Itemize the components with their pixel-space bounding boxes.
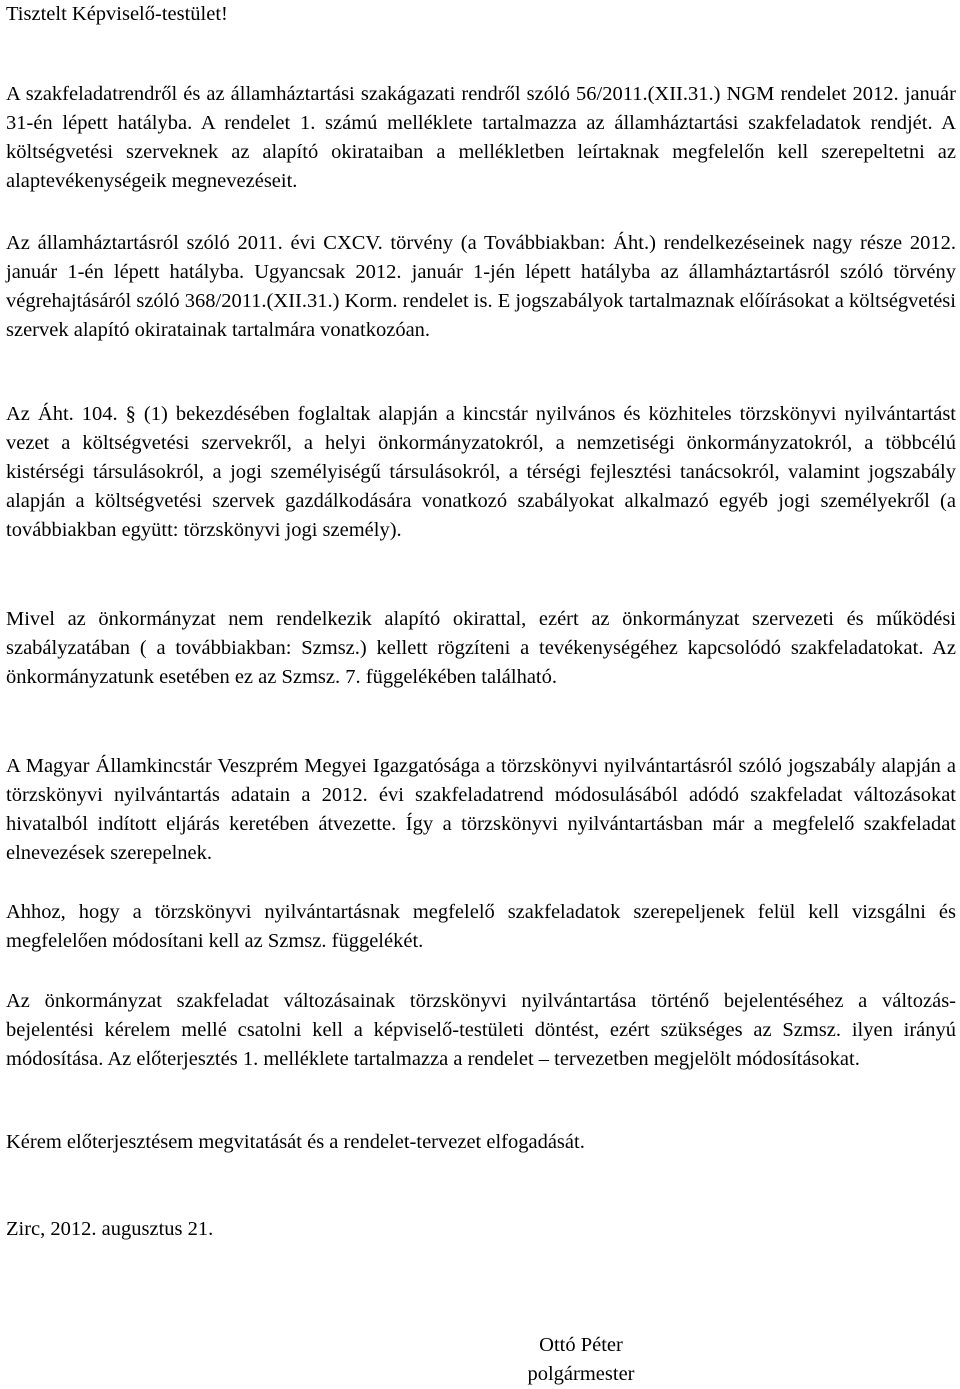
paragraph-1: A szakfeladatrendről és az államháztartási szakágazati rendről szóló 56/2011.(XII.31.) NGM rendelet 2012. január 31-én lépett hatályba. A rendelet 1. számú melléklete tartalmazza az államháztartási szakfeladatok rendjét. A költségvetési szerveknek az alapító okirataiban a mellékletben leírtaknak megfelelőn kell szerepeltetni az alaptevékenységeik megnevezéseit. bbox=[6, 83, 956, 192]
paragraph-2: Az államháztartásról szóló 2011. évi CXCV. törvény (a Továbbiakban: Áht.) rendelkezéseinek nagy része 2012. január 1-én lépett hatályba. Ugyancsak 2012. január 1-jén lépett hatályba az államháztartásról szóló törvény végrehajtásáról szóló 368/2011.(XII.31.) Korm. rendelet is. E jogszabályok tartalmaznak előírásokat a költségvetési szervek alapító okiratainak tartalmára vonatkozóan. bbox=[6, 232, 956, 341]
paragraph-6: Ahhoz, hogy a törzskönyvi nyilvántartásnak megfelelő szakfeladatok szerepeljenek felül kell vizsgálni és megfelelően módosítani kell az Szmsz. függelékét. bbox=[6, 901, 956, 952]
salutation: Tisztelt Képviselő-testület! bbox=[6, 3, 228, 25]
paragraph-5: A Magyar Államkincstár Veszprém Megyei Igazgatósága a törzskönyvi nyilvántartásról szóló jogszabály alapján a törzskönyvi nyilvántartás adatain a 2012. évi szakfeladatrend módosulásából adódó szakfeladat változásokat hivatalból indított eljárás keretében átvezette. Így a törzskönyvi nyilvántartásban már a megfelelő szakfeladat elnevezések szerepelnek. bbox=[6, 755, 956, 864]
signature-name: Ottó Péter bbox=[539, 1334, 623, 1356]
paragraph-3: Az Áht. 104. § (1) bekezdésében foglaltak alapján a kincstár nyilvános és közhiteles törzskönyvi nyilvántartást vezet a költségvetési szervekről, a helyi önkormányzatokról, a nemzetiségi önkormányzatokról, a többcélú kistérségi társulásokról, a jogi személyiségű társulásokról, a térségi fejlesztési tanácsokról, valamint jogszabály alapján a költségvetési szervek gazdálkodására vonatkozó szabályokat alkalmazó egyéb jogi személyekről (a továbbiakban együtt: törzskönyvi jogi személy). bbox=[6, 403, 956, 541]
paragraph-4: Mivel az önkormányzat nem rendelkezik alapító okirattal, ezért az önkormányzat szervezeti és működési szabályzatában ( a továbbiakban: Szmsz.) kellett rögzíteni a tevékenységéhez kapcsolódó szakfeladatokat. Az önkormányzatunk esetében ez az Szmsz. 7. függelékében található. bbox=[6, 608, 956, 688]
signature-title: polgármester bbox=[527, 1363, 635, 1385]
paragraph-8: Kérem előterjesztésem megvitatását és a rendelet-tervezet elfogadását. bbox=[6, 1131, 585, 1153]
paragraph-7: Az önkormányzat szakfeladat változásainak törzskönyvi nyilvántartása történő bejelentéséhez a változás-bejelentési kérelem mellé csatolni kell a képviselő-testületi döntést, ezért szükséges az Szmsz. ilyen irányú módosítása. Az előterjesztés 1. melléklete tartalmazza a rendelet – tervezetben megjelölt módosításokat. bbox=[6, 990, 956, 1070]
signature-block bbox=[476, 1331, 686, 1389]
place-date: Zirc, 2012. augusztus 21. bbox=[6, 1218, 214, 1240]
